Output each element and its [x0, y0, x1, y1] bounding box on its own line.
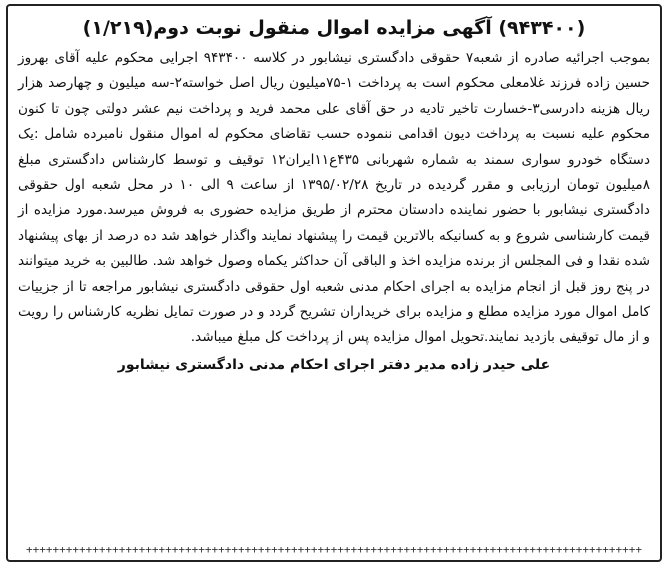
auction-notice: [6, 4, 662, 562]
notice-signature: علی حیدر زاده مدیر دفتر اجرای احکام مدنی دادگستری نیشابور: [117, 356, 551, 373]
footer-plus-rule: +++++++++++++++++++++++++++++++++++++++++++++++++++++++++++++++++++++++++++++++++++++++++++++: [26, 543, 642, 556]
notice-title: (۹۴۳۴۰۰) آگهی مزایده اموال منقول نوبت دوم(۱/۲۱۹): [82, 17, 586, 39]
notice-body: بموجب اجرائیه صادره از شعبه۷ حقوقی دادگستری نیشابور در کلاسه ۹۴۳۴۰۰ اجرایی محکوم علیه آقای بهروز حسین زاده فرزند غلامعلی محکوم است به پرداخت ۱-۷۵میلیون ریال اصل خواسته۲-سه میلیون و چهارصد هزار ریال هزینه دادرسی۳-خسارت تاخیر تادیه در حق آقای علی محمد فرید و پرداخت نیم عشر دولتی چون تا کنون محکوم علیه نسبت به پرداخت دیون اقدامی ننموده حسب تقاضای محکوم له اموال منقول نامبرده شامل :یک دستگاه خودرو سواری سمند به شماره شهربانی ۴۳۵ع۱۱ایران۱۲ توقیف و توسط کارشناس دادگستری مبلغ ۸میلیون تومان ارزیابی و مقرر گردیده در تاریخ ۱۳۹۵/۰۲/۲۸ از ساعت ۹ الی ۱۰ در محل شعبه اول حقوقی دادگستری نیشابور با حضور نماینده دادستان محترم از طریق مزایده حضوری به فروش میرسد.مورد مزایده از قیمت کارشناسی شروع و به کسانیکه بالاترین قیمت را پیشنهاد نمایند واگذار خواهد شد ده درصد از بهای پیشنهاد شده نقدا و فی المجلس از برنده مزایده اخذ و الباقی آن حداکثر یکماه وصول خواهد شد. طالبین به خرید میتوانند در پنج روز قبل از انجام مزایده به اجرای احکام مدنی شعبه اول حقوقی دادگستری نیشابور مراجعه تا از جزییات کامل اموال مورد مزایده مطلع و مزایده برای خریداران تشریح گردد و در صورت تمایل نظریه کارشناس را رویت و از مال توقیفی بازدید نمایند.تحویل اموال مزایده پس از پرداخت کل مبلغ میباشد.: [18, 50, 651, 346]
